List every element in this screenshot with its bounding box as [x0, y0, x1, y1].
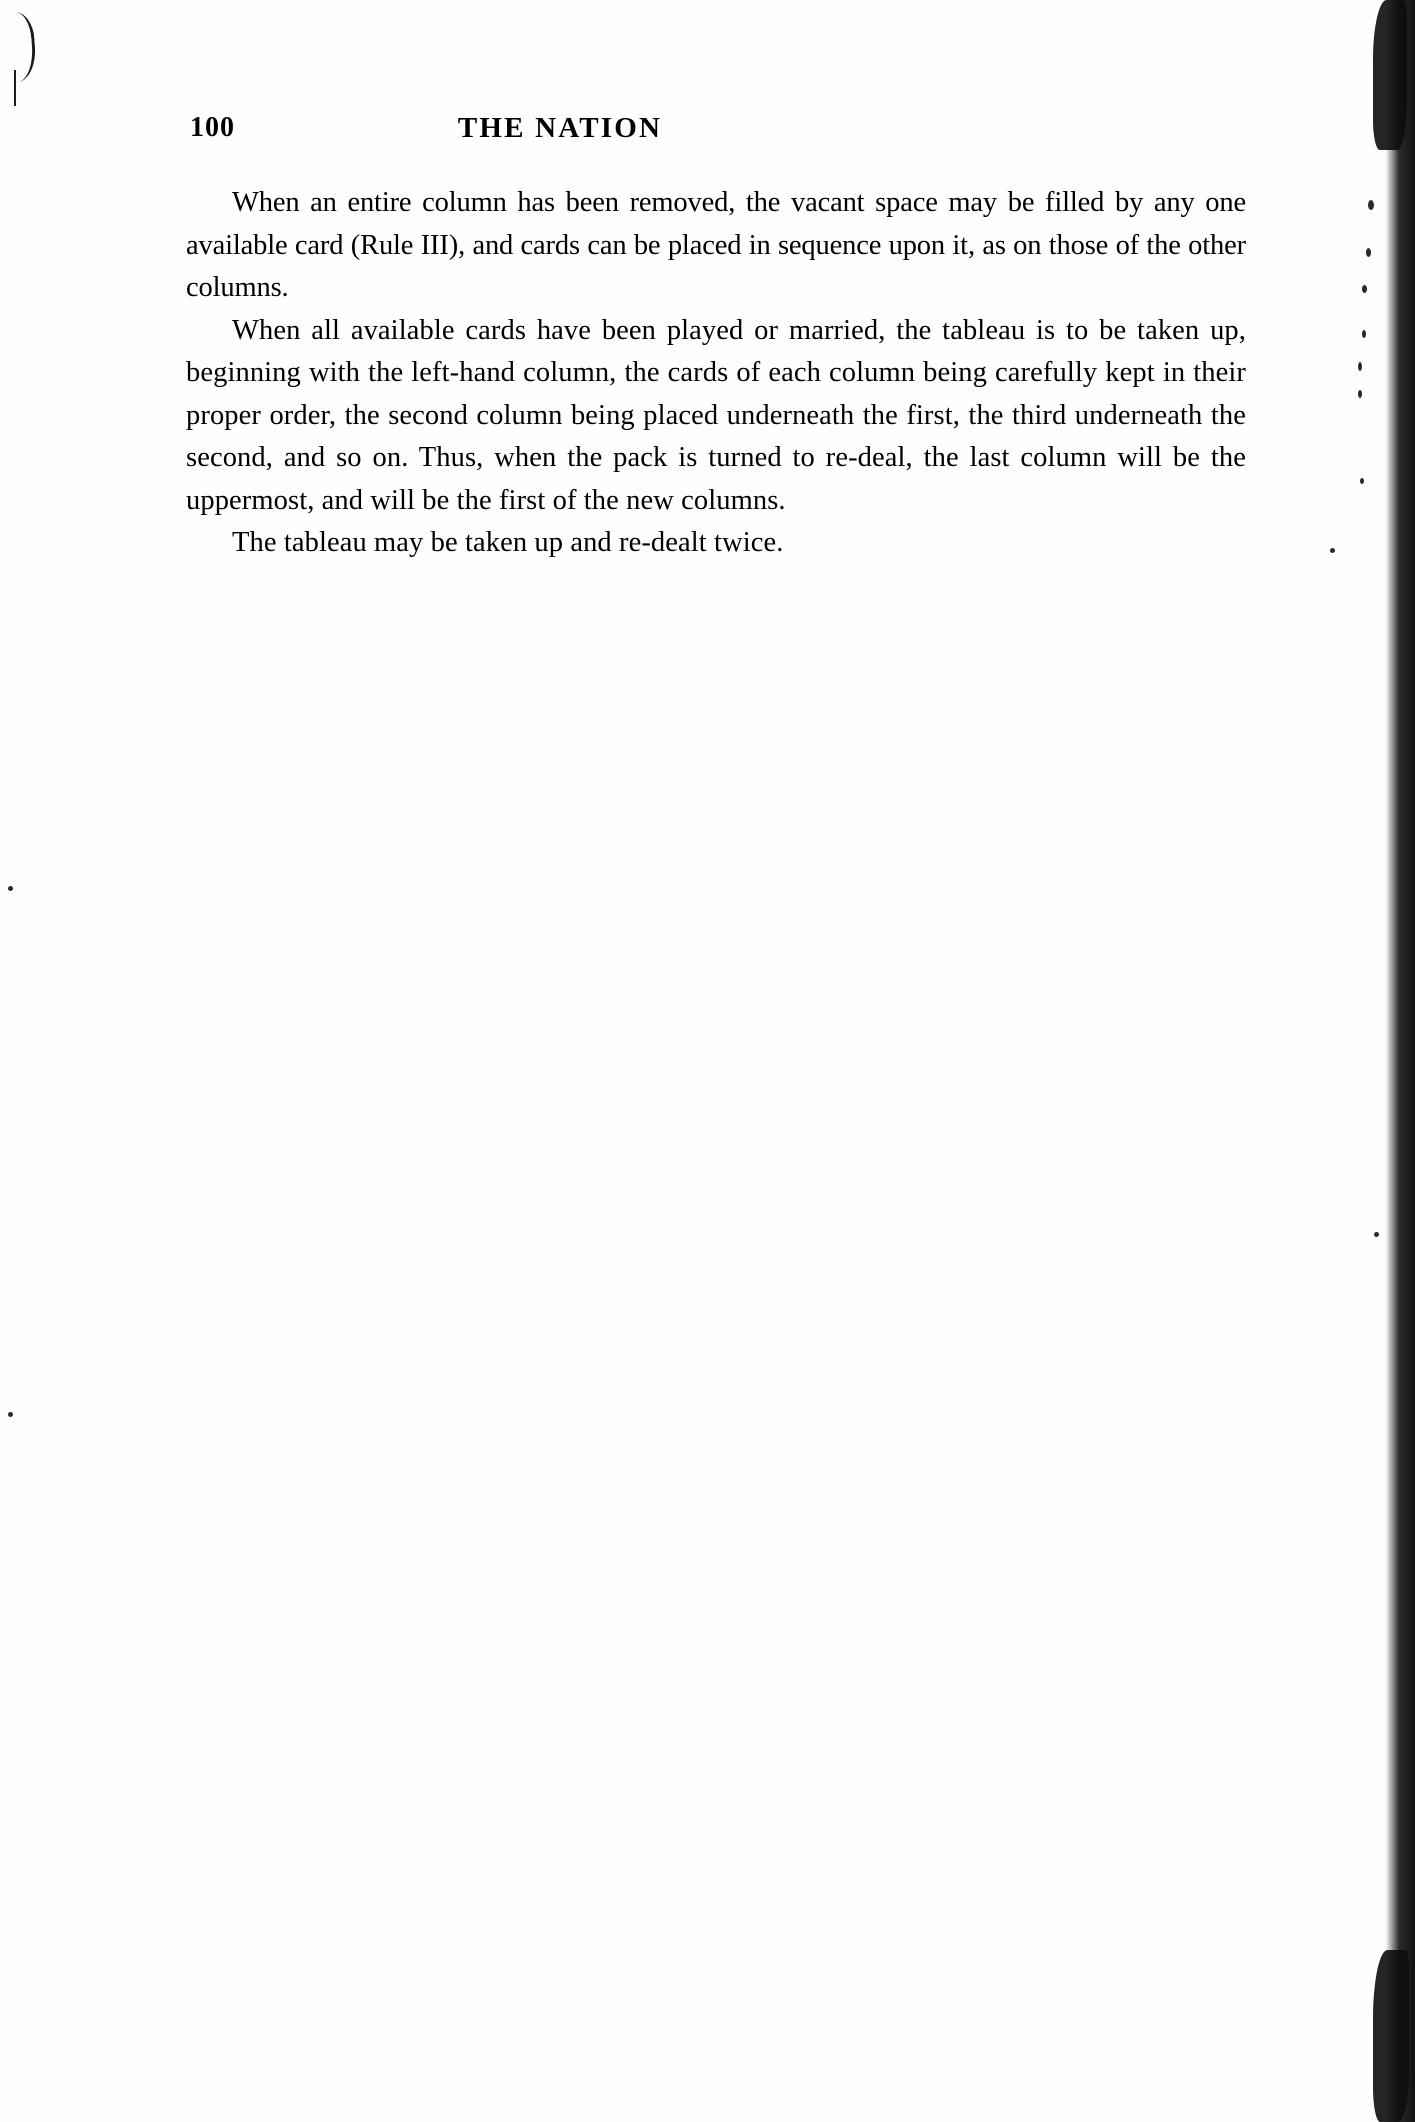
scan-speck: [8, 886, 13, 891]
scan-speck: [1330, 548, 1335, 553]
paragraph: When all available cards have been played or married, the tableau is to be taken up, beginning with the left-hand column, the cards of each column being carefully kept in their proper order, the second column being placed underneath the first, the third underneath the second, and so on. Thus, when the pack is turned to re-deal, the last column will be the uppermost, and will be the first of the new columns.: [186, 314, 1246, 516]
paragraph: The tableau may be taken up and re-dealt twice.: [232, 527, 784, 558]
scan-speck: [1358, 390, 1362, 398]
scan-speck: [1366, 248, 1371, 257]
page-number: 100: [190, 112, 235, 143]
paragraph: When an entire column has been removed, the vacant space may be filled by any one available card (Rule III), and cards can be placed in sequence upon it, as on those of the other columns.: [186, 187, 1246, 303]
scan-speck: [1362, 285, 1367, 293]
scan-speck: [1374, 1232, 1379, 1237]
running-head: [0, 112, 1120, 146]
scan-speck: [8, 1412, 13, 1417]
scan-speck: [1360, 478, 1364, 484]
body-text: [186, 182, 1246, 565]
scan-edge-right: [1373, 0, 1415, 2122]
scan-speck: [1358, 362, 1362, 371]
scan-speck: [1362, 330, 1366, 338]
page-title: THE NATION: [457, 112, 663, 144]
scan-artifact-right-top: [1373, 0, 1407, 150]
scan-speck: [1368, 200, 1374, 210]
scan-artifact-left-tick: [14, 70, 16, 106]
scan-artifact-left-curve: [4, 11, 38, 83]
scan-artifact-right-bottom: [1373, 1950, 1409, 2122]
